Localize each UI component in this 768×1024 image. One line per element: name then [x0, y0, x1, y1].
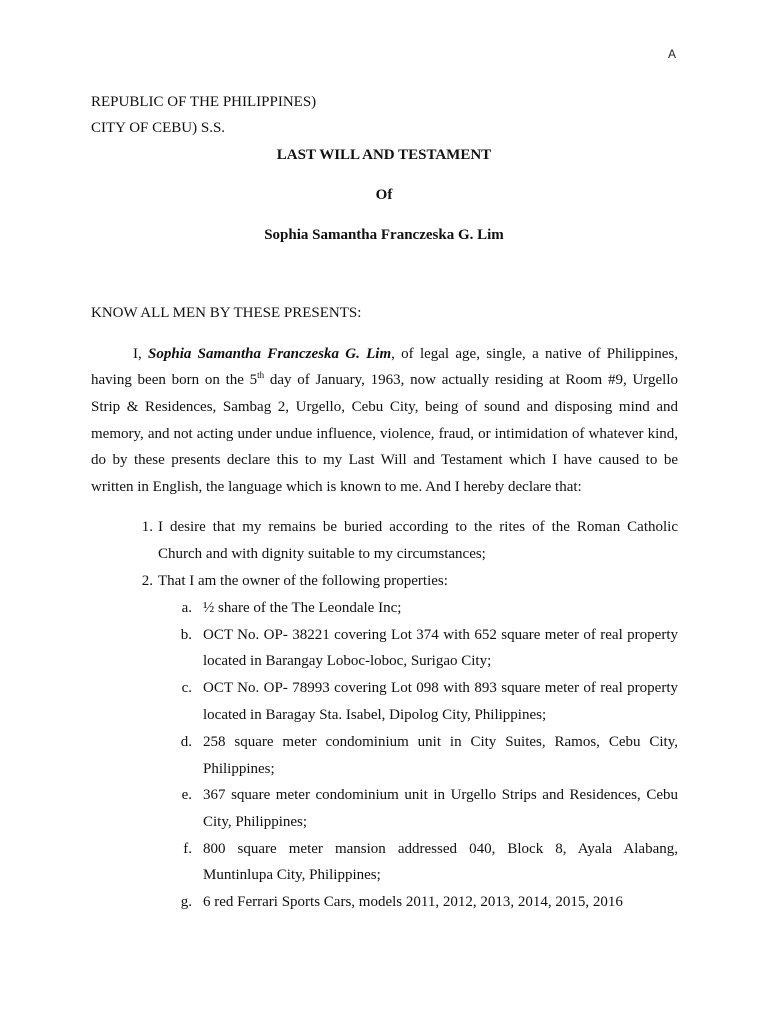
page-marker: A: [668, 47, 677, 61]
intro-line-5: do by these presents declare this to my Last Will and Testament which I have caused to be: [91, 452, 678, 468]
property-a-text: ½ share of the The Leondale Inc;: [203, 600, 402, 616]
property-d-line-2: Philippines;: [203, 761, 275, 777]
property-d-letter: d.: [180, 734, 192, 750]
property-c-letter: c.: [181, 680, 192, 696]
intro-line-4: memory, and not acting under undue influence, violence, fraud, or intimidation of whatever kind,: [91, 426, 678, 442]
property-c-line-2: located in Baragay Sta. Isabel, Dipolog City, Philippines;: [203, 707, 547, 723]
intro-line-3: Strip & Residences, Sambag 2, Urgello, Cebu City, being of sound and disposing mind and: [91, 399, 678, 415]
property-c-line-1: OCT No. OP- 78993 covering Lot 098 with 893 square meter of real property: [203, 680, 678, 696]
intro-birth-post: day of January, 1963, now actually residing at Room #9, Urgello: [264, 372, 678, 388]
salutation: KNOW ALL MEN BY THESE PRESENTS:: [91, 305, 362, 321]
property-f-line-1: 800 square meter mansion addressed 040, Block 8, Ayala Alabang,: [203, 841, 678, 857]
title-of: Of: [375, 187, 393, 203]
intro-birth-sup: th: [257, 370, 265, 380]
intro-birth-pre: having been born on the 5: [91, 372, 258, 388]
document-title: LAST WILL AND TESTAMENT: [276, 147, 492, 163]
item-1-line-2: Church and with dignity suitable to my circumstances;: [158, 546, 486, 562]
property-e-letter: e.: [181, 787, 192, 803]
intro-line-1: [133, 346, 678, 363]
intro-line-2: [91, 372, 678, 389]
property-g-letter: g.: [180, 894, 192, 910]
item-2-line-1: That I am the owner of the following properties:: [158, 573, 448, 589]
property-f-letter: f.: [183, 841, 192, 857]
property-e-line-1: 367 square meter condominium unit in Urgello Strips and Residences, Cebu: [203, 787, 678, 803]
intro-line-6: written in English, the language which is known to me. And I hereby declare that:: [91, 479, 582, 495]
jurisdiction-line-1: REPUBLIC OF THE PHILIPPINES): [91, 94, 317, 110]
property-b-line-2: located in Barangay Loboc-loboc, Surigao City;: [203, 653, 492, 669]
property-d-line-1: 258 square meter condominium unit in City Suites, Ramos, Cebu City,: [203, 734, 678, 750]
property-e-line-2: City, Philippines;: [203, 814, 308, 830]
property-b-line-1: OCT No. OP- 38221 covering Lot 374 with 652 square meter of real property: [203, 627, 678, 643]
jurisdiction-line-2: CITY OF CEBU) S.S.: [91, 120, 226, 136]
item-2-number: 2.: [141, 573, 153, 589]
testator-name-heading: Sophia Samantha Franczeska G. Lim: [264, 227, 504, 243]
intro-prefix: I,: [133, 346, 149, 362]
intro-testator-name: Sophia Samantha Franczeska G. Lim: [148, 346, 392, 362]
property-g-text: 6 red Ferrari Sports Cars, models 2011, 2012, 2013, 2014, 2015, 2016: [203, 894, 623, 910]
item-1-number: 1.: [141, 519, 153, 535]
item-1-line-1: I desire that my remains be buried according to the rites of the Roman Catholic: [158, 519, 678, 535]
property-f-line-2: Muntinlupa City, Philippines;: [203, 867, 381, 883]
property-a-letter: a.: [181, 600, 192, 616]
intro-suffix: , of legal age, single, a native of Philippines,: [391, 346, 679, 362]
property-b-letter: b.: [180, 627, 192, 643]
